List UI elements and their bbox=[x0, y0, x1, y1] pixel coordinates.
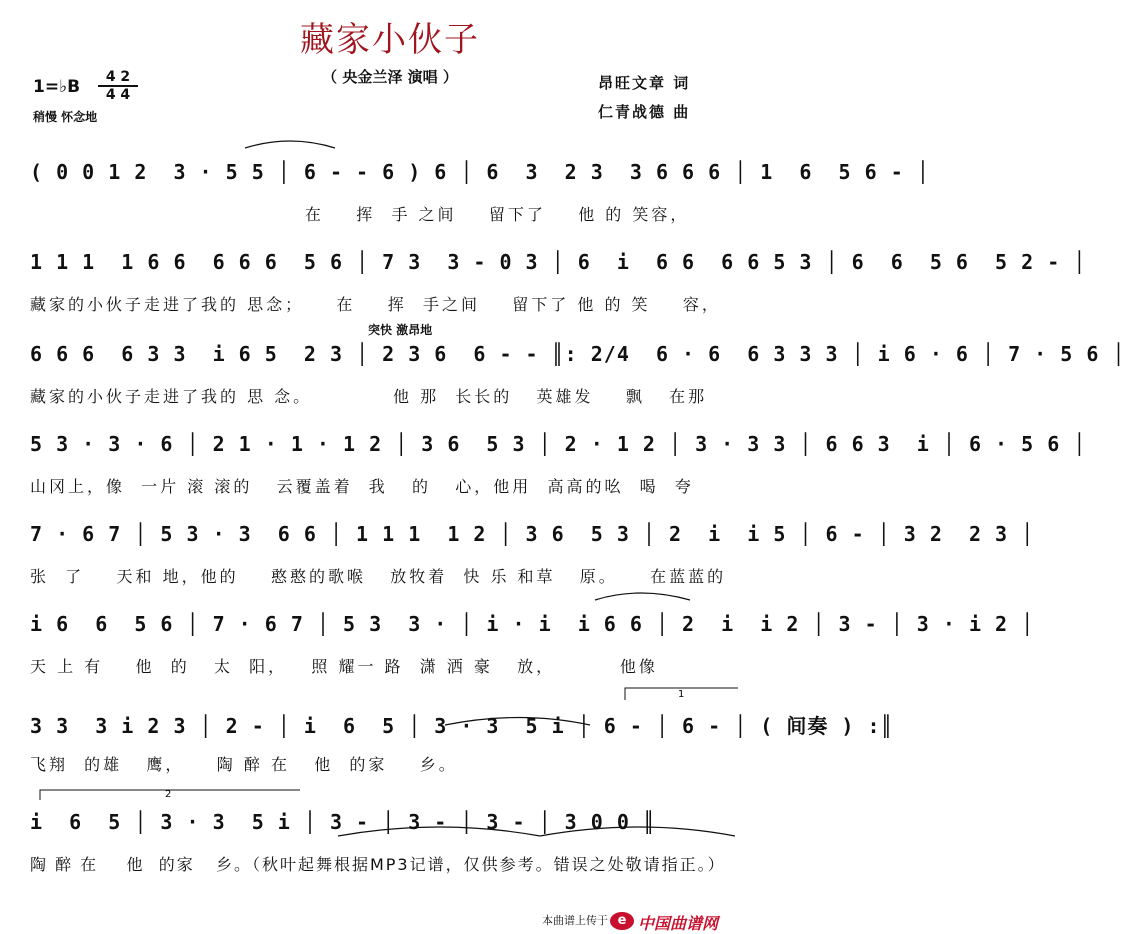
footer-upload-text: 本曲谱上传于 bbox=[542, 914, 608, 927]
tie-arc bbox=[245, 141, 335, 148]
tie-arc bbox=[595, 593, 690, 600]
lyrics-line-7: 飞翔 的雄 鹰， 陶 醉 在 他 的家 乡。 bbox=[30, 755, 458, 774]
logo-e-icon: e bbox=[610, 912, 634, 930]
lyrics-line-8: 陶 醉 在 他 的家 乡。（秋叶起舞根据MP3记谱，仅供参考。错误之处敬请指正。） bbox=[30, 855, 726, 874]
tie-arc bbox=[540, 827, 735, 836]
lyrics-line-4: 山冈上，像 一片 滚 滚的 云覆盖着 我 的 心，他用 高高的吆 喝 夸 bbox=[30, 477, 694, 496]
site-logo[interactable] bbox=[610, 910, 768, 932]
volta-2-number: 2 bbox=[165, 789, 172, 800]
lyrics-line-6: 天 上 有 他 的 太 阳， 照 耀一 路 潇 洒 豪 放， 他像 bbox=[30, 657, 658, 676]
song-subtitle: （ 央金兰泽 演唱 ） bbox=[322, 68, 458, 86]
song-title: 藏家小伙子 bbox=[300, 20, 480, 60]
lyrics-line-2: 藏家的小伙子走进了我的 思念； 在 挥 手之间 留下了 他 的 笑 容， bbox=[30, 295, 721, 314]
tie-arc bbox=[338, 827, 540, 836]
notes-line-6: i 6 6 5 6 │ 7 · 6 7 │ 5 3 3 · │ i · i i 6 6 │ 2 i i 2 │ 3 - │ 3 · i 2 │ bbox=[30, 612, 1035, 636]
notes-line-1: ( 0 0 1 2 3 · 5 5 │ 6 - - 6 ) 6 │ 6 3 2 3 3 6 6 6 │ 1 6 5 6 - │ bbox=[30, 160, 930, 184]
tempo-marking: 稍慢 怀念地 bbox=[33, 110, 98, 124]
notes-line-7: 3 3 3 i 2 3 │ 2 - │ i 6 5 │ 3 · 3 5 i │ 6 - │ 6 - │ ( 间奏 ) :║ bbox=[30, 714, 894, 738]
lyrics-line-1: 在 挥 手 之间 留下了 他 的 笑容， bbox=[30, 205, 690, 224]
notes-line-5: 7 · 6 7 │ 5 3 · 3 6 6 │ 1 1 1 1 2 │ 3 6 5 3 │ 2 i i 5 │ 6 - │ 3 2 2 3 │ bbox=[30, 522, 1035, 546]
meter-numerators: 4 2 bbox=[105, 69, 131, 85]
volta-1-number: 1 bbox=[678, 689, 685, 700]
notes-line-3: 6 6 6 6 3 3 i 6 5 2 3 │ 2 3 6 6 - - ║: 2/4 6 · 6 6 3 3 3 │ i 6 · 6 │ 7 · 5 6 │ bbox=[30, 342, 1125, 366]
composer-credit: 仁青战德 曲 bbox=[598, 103, 691, 121]
annotation-tempo-change: 突快 激昂地 bbox=[368, 323, 433, 337]
lyricist-credit: 昂旺文章 词 bbox=[598, 74, 691, 92]
notes-line-4: 5 3 · 3 · 6 │ 2 1 · 1 · 1 2 │ 3 6 5 3 │ 2 · 1 2 │ 3 · 3 3 │ 6 6 3 i │ 6 · 5 6 │ bbox=[30, 432, 1087, 456]
meter-denominators: 4 4 bbox=[105, 87, 131, 103]
key-signature: 1=♭B bbox=[33, 77, 81, 97]
notes-line-8: i 6 5 │ 3 · 3 5 i │ 3 - │ 3 - │ 3 - │ 3 0 0 ║ bbox=[30, 810, 656, 834]
tie-arc bbox=[445, 718, 590, 726]
lyrics-line-3: 藏家的小伙子走进了我的 思 念。 他 那 长长的 英雄发 飘 在那 bbox=[30, 387, 708, 406]
lyrics-line-5: 张 了 天和 地，他的 憨憨的歌喉 放牧着 快 乐 和草 原。 在蓝蓝的 bbox=[30, 567, 727, 586]
logo-text: 中国曲谱网 bbox=[638, 914, 719, 933]
notes-line-2: 1 1 1 1 6 6 6 6 6 5 6 │ 7 3 3 - 0 3 │ 6 i 6 6 6 6 5 3 │ 6 6 5 6 5 2 - │ bbox=[30, 250, 1087, 274]
